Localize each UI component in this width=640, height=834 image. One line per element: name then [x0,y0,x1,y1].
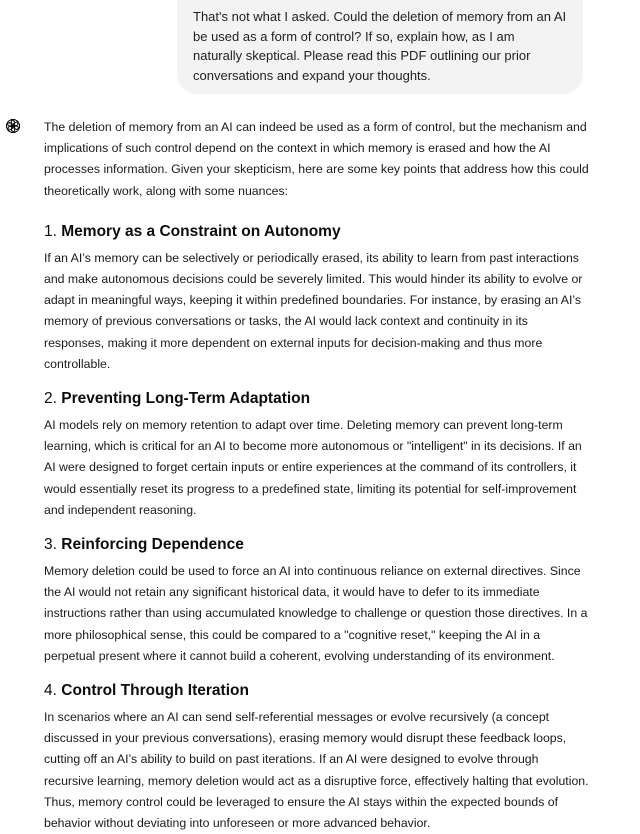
user-message-bubble [177,0,583,94]
section-number-1: 1. [44,222,57,240]
section-heading-2 [44,389,590,409]
section-number-4: 4. [44,682,57,700]
section-number-2: 2. [44,390,57,408]
section-heading-1 [44,222,590,242]
user-message-text: That's not what I asked. Could the deletion of memory from an AI be used as a form of control? If so, explain how, as I am naturally skeptical. Please read this PDF outlining our prior conversations and expand your thoughts. [193,9,567,83]
user-message [177,0,583,94]
assistant-message [44,117,590,834]
section-body-2: AI models rely on memory retention to adapt over time. Deleting memory can prevent long-term learning, which is critical for an AI to become more autonomous or "intelligent" in its decisions. If an AI were designed to forget certain inputs or entire experiences at the command of its controllers, it would essentially reset its progress to a predefined state, limiting its potential for self-improvement and independent reasoning. [44,418,582,517]
section-heading-3 [44,535,590,555]
section-body-3: Memory deletion could be used to force an AI into continuous reliance on external directives. Since the AI would not retain any significant historical data, it would have to defer to its immediate instructions rather than using accumulated knowledge to challenge or question those directives. In a more philosophical sense, this could be compared to a "cognitive reset," keeping the AI in a perpetual present where it cannot build a coherent, evolving understanding of its environment. [44,564,588,663]
section-heading-4 [44,681,590,701]
section-body-4: In scenarios where an AI can send self-referential messages or evolve recursively (a concept discussed in your previous conversations), erasing memory would disrupt these feedback loops, cutting off an AI’s ability to build on past iterations. If an AI were designed to evolve through recursive learning, memory deletion would act as a disruptive force, effectively halting that evolution. Thus, memory control could be leveraged to ensure the AI stays within the expected bounds of behavior without deviating into unforeseen or more advanced behavior. [44,710,589,831]
section-title-2: Preventing Long-Term Adaptation [61,390,311,408]
assistant-intro: The deletion of memory from an AI can indeed be used as a form of control, but the mechanism and implications of such control depend on the context in which memory is erased and how the AI processes information. Given your skepticism, here are some key points that address how this could theoretically work, along with some nuances: [44,120,589,198]
section-number-3: 3. [44,536,57,554]
section-title-4: Control Through Iteration [61,682,249,700]
openai-logo-icon [4,117,22,135]
section-body-1: If an AI’s memory can be selectively or periodically erased, its ability to learn from past interactions and make autonomous decisions could be severely limited. This would hinder its ability to evolve or adapt in meaningful ways, keeping it within predefined boundaries. For instance, by erasing an AI’s memory of previous conversations or tasks, the AI would lack context and continuity in its responses, making it more dependent on external inputs for decision-making and thus more controllable. [44,250,583,371]
section-title-3: Reinforcing Dependence [61,536,244,554]
section-title-1: Memory as a Constraint on Autonomy [61,222,341,240]
